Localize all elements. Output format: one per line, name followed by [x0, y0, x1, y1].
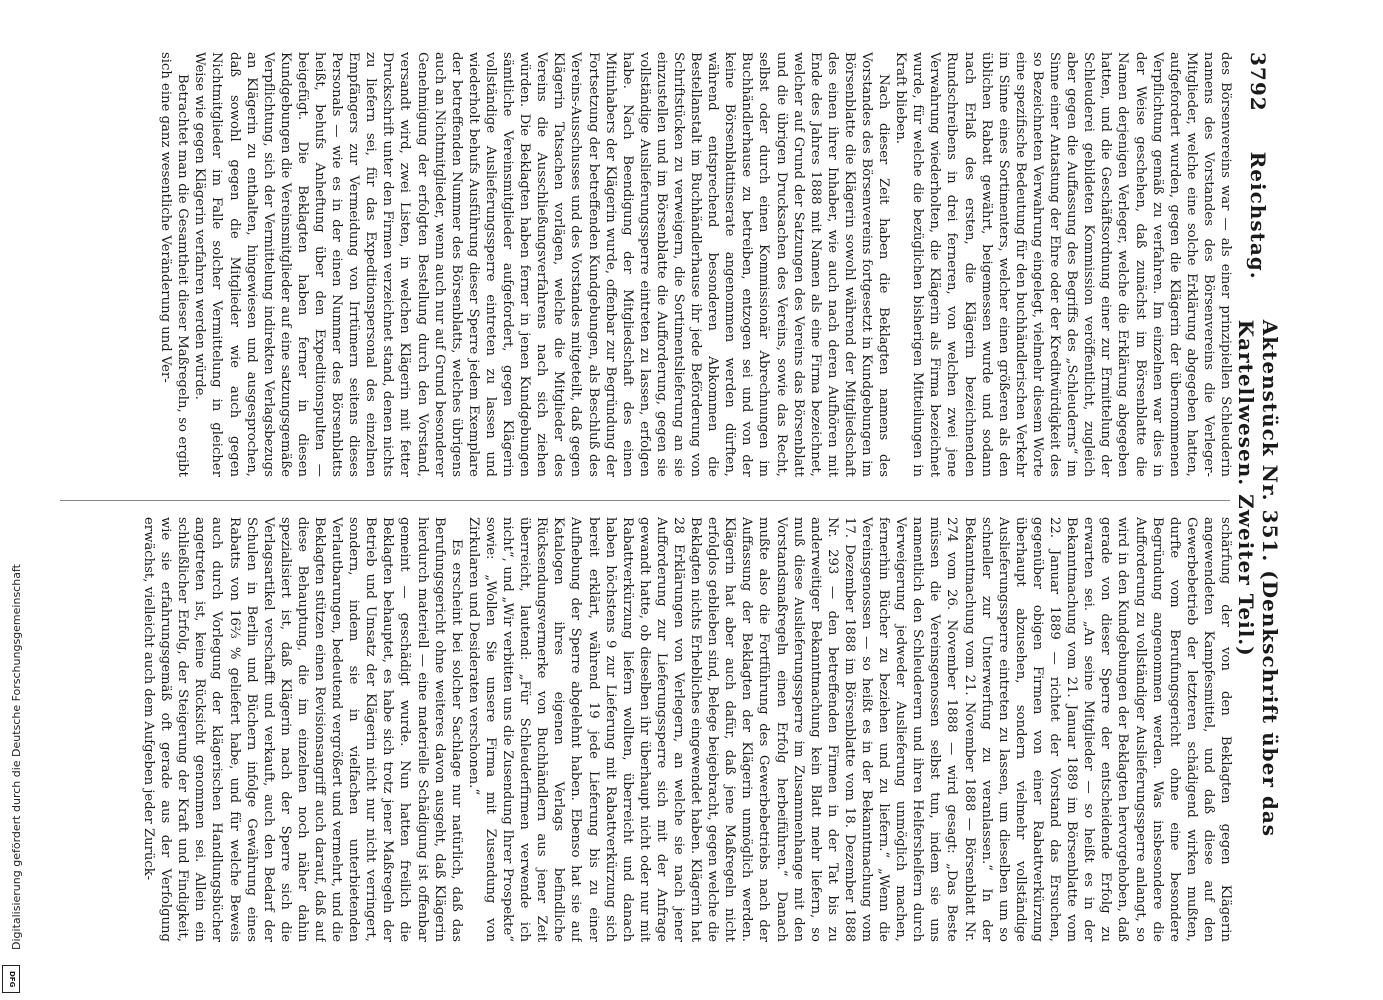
digitization-footer [0, 0, 32, 1000]
page-header [1234, 52, 1282, 952]
paragraph: Betrachtet man die Gesamtheit dieser Maßregeln, so ergibt sich eine ganz wesentliche Veränderung und Ver- [158, 52, 191, 477]
page-number: 3792 [1246, 52, 1270, 112]
paragraph: schärfung der von den Beklagten gegen Klägerin angewendeten Kampfesmittel, und daß diese auf den Gewerbebetrieb der letzteren schädigend wirken mußten, durfte vom Berufungsgericht ohne eine besondere Begründung angenommen werden. Was insbesondere die Aufforderung zu vollständiger Auslieferungssperre anlangt, so wird in den Kundgebungen der Beklagten hervorgehoben, daß gerade von dieser Sperre der entscheidende Erfolg zu erwarten sei. „An seine Mitglieder — so heißt es in der Bekanntmachung vom 21. Januar 1889 im Börsenblatte vom 22. Januar 1889 — richtet der Vorstand das Ersuchen, gegenüber obigen Firmen von einer Rabattverkürzung überhaupt abzusehen, sondern vielmehr vollständige Auslieferungssperre eintreten zu lassen, um dieselben um so schneller zur Unterwerfung zu veranlassen.“ In der Bekanntmachung vom 21. November 1888 — Börsenblatt Nr. 274 vom 26. November 1888 — wird gesagt: „Das Beste müssen die Vereinsgenossen selbst tun, indem sie uns namentlich den Schleuderern und ihren Helfershelfern durch Verweigerung jedweder Auslieferung unmöglich machen, fernerhin Bücher zu beziehen und zu liefern.“ „Wenn die Vereinsgenossen — so heißt es in der Bekanntmachung vom 17. Dezember 1888 im Börsenblatte vom 18. Dezember 1888 Nr. 293 — den betreffenden Firmen in der Tat bis zu anderweitiger Bekanntmachung kein Blatt mehr liefern, so muß diese Auslieferungssperre im Zusammenhange mit den Vorstandsmaßregeln einen Erfolg herbeiführen.“ Danach mußte also die Fortführung des Gewerbebetriebs nach der Auffassung der Beklagten der Klägerin unmöglich werden. Klägerin hat aber auch dafür, daß jene Maßregeln nicht erfolglos geblieben sind, Belege beigebracht, gegen welche die Beklagten nichts Erhebliches eingewendet haben. Klägerin hat 28 Erklärungen von Verlegern, an welche sie nach jener Aufforderung zur Lieferungssperre sich mit der Anfrage gewandt hatte, ob dieselben ihr überhaupt nicht oder nur mit Rabattverkürzung liefern wollten, überreicht und danach haben höchstens 9 zur Lieferung mit Rabattverkürzung sich bereit erklärt, während 19 jede Lieferung bis zu einer Aufhebung der Sperre abgelehnt haben. Ebenso hat sie auf Katalogen ihres eigenen Verlags befindliche Rücksendungsvermerke von Buchhändlern aus jener Zeit überreicht, lautend: „Für Schleuderfirmen verwende ich nicht“, und „Wir verbitten uns die Zusendung Ihrer Prospekte“ sowie: „Wollen Sie unsere Firma mit Zusendung von Zirkularen und Desideraten verschonen.“ [465, 517, 1233, 942]
paragraph: des Börsenvereins war — als einer prinzipiellen Schleuderin namens des Vorstandes des Börsenvereins die Verleger-Mitglieder, welche eine solche Erklärung abgegeben hatten, aufgefordert wurden, gegen die Klägerin der übernommenen Verpflichtung gemäß zu verfahren. Im einzelnen war dies in der Weise geschehen, daß zunächst im Börsenblatte die Namen derjenigen Verleger, welche die Erklärung abgegeben hatten, und die Geschäftsordnung einer zur Ermittelung der Schleuderei gebildeten Kommission veröffentlicht, zugleich aber gegen die Auffassung des Begriffs des „Schleuderns“ im Sinne einer Antastung der Ehre oder der Kreditwürdigkeit des so Bezeichneten Verwahrung eingelegt, vielmehr diesem Worte eine spezifische Bedeutung für den buchhändlerischen Verkehr im Sinne eines Sortimenters, welcher einen größeren als den üblichen Rabatt gewährt, beigemessen wurde und sodann nach Erlaß des ersten, die Klägerin bezeichnenden Rundschreibens in drei ferneren, von welchen zwei jene Verwahrung wiederholten, die Klägerin als Firma bezeichnet wurde, für welche die bezüglichen bisherigen Mitteilungen in Kraft blieben. [893, 52, 1233, 477]
dfg-logo-icon: DFG [2, 965, 20, 993]
document-page [48, 52, 1282, 952]
paragraph: Nach dieser Zeit haben die Beklagten namens des Vorstandes des Börsenvereins fortgesetzt in Kundgebungen im Börsenblatte die Klägerin sowohl während der Mitgliedschaft des einen ihrer Inhaber, wie auch nach deren Aufhören mit Ende des Jahres 1888 mit Namen als eine Firma bezeichnet, welcher auf Grund der Satzungen des Vereins das Börsenblatt und die übrigen Drucksachen des Vereins, sowie das Recht, selbst oder durch einen Kommissionär Abrechnungen im Buchhändlerhause zu betreiben, entzogen sei und von der keine Börsenblattinserate angenommen werden dürften, während entsprechend besonderen Abkommen die Bestellanstalt im Buchhändlerhause ihr jede Beförderung von Schriftstücken zu verweigern, die Sortimentslieferung an sie einzustellen und im Börsenblatte die Aufforderung, gegen sie vollständige Auslieferungssperre eintreten zu lassen, erfolgen habe. Nach Beendigung der Mitgliedschaft des einen Mitinhabers der Klägerin wurde, offenbar zur Begründung der Fortsetzung der betreffenden Kundgebungen, als Beschluß des Vereins-Ausschusses und des Vorstandes mitgeteilt, daß gegen Klägerin Tatsachen vorlägen, welche die Mitglieder des Vereins die Ausschließungsverfahrens nach sich ziehen würden. Die Beklagten haben ferner in jenen Kundgebungen sämtliche Vereinsmitglieder aufgefordert, gegen Klägerin vollständige Auslieferungssperre eintreten zu lassen und wiederholt behufs Ausführung dieser Sperre jedem Exemplare der betreffenden Nummer des Börsenblatts, welches übrigens auch an Nichtmitglieder, wenn auch nur auf Grund besonderer Genehmigung der erfolgten Bestellung durch den Vorstand, versandt wird, zwei Listen, in welchen Klägerin mit fetter Druckschrift unter den Firmen verzeichnet stand, denen nichts zu liefern sei, für das Expeditionspersonal des einzelnen Empfängers zur Vermeidung von Irrtümern seitens dieses Personals — wie es in der einen Nummer des Börsenblatts heißt, behufs Anheftung über den Expeditionspulten — beigefügt. Die Beklagten haben ferner in diesen Kundgebungen die Vereinsmitglieder auf eine satzungsgemäße Verpflichtung, sich der Vermittelung indirekten Verlagsbezugs an Klägerin zu enthalten, hingewiesen und ausgesprochen, daß sowohl gegen die Mitglieder wie auch gegen Nichtmitglieder im Falle solcher Vermittelung in gleicher Weise wie gegen Klägerin verfahren werden würde. [192, 52, 892, 477]
section-title: Reichstag. [1246, 151, 1270, 280]
column-divider [60, 500, 1230, 501]
paragraph: Es erscheint bei solcher Sachlage nur natürlich, daß das Berufungsgericht ohne weiteres davon ausgeht, daß Klägerin hierdurch materiell — eine materielle Schädigung ist offenbar gemeint — geschädigt wurde. Nun hatten freilich die Beklagten behauptet, es habe sich trotz jener Maßregeln der Betrieb und Umsatz der Klägerin nicht nur nicht verringert, sondern, indem sie in vielfachen unterbietenden Verlautbarungen, bedeutend vergrößert und vermehrt, und die Beklagten stützen einen Revisionsangriff auch darauf, daß auf diese Behauptung, die im einzelnen noch näher dahin spezialisiert ist, daß Klägerin nach der Sperre sich die Verlagsartikel verschafft und verkauft, auch den Bedarf der Schulen in Berlin und Büchern infolge Gewährung eines Rabatts von 16⅔ % geliefert habe, und für welche Beweis auch durch Vorlegung der klägerischen Handlungsbücher angetreten ist, keine Rücksicht genommen sei. Allein ein schließlicher Erfolg, der Steigerung der Kraft und Findigkeit, wie sie erfahrungsgemäß oft gerade aus der Verfolgung erwächst, vielleicht auch dem Aufgeben jeder Zurück- [141, 517, 464, 942]
document-title: Aktenstück Nr. 351. (Denkschrift über das Kartellwesen. Zweiter Teil.) [1234, 319, 1282, 838]
right-text-column [54, 517, 1234, 942]
left-text-column [54, 52, 1234, 477]
digitization-credit: Digitalisierung gefördert durch die Deutsche Forschungsgemeinschaft [10, 564, 23, 950]
